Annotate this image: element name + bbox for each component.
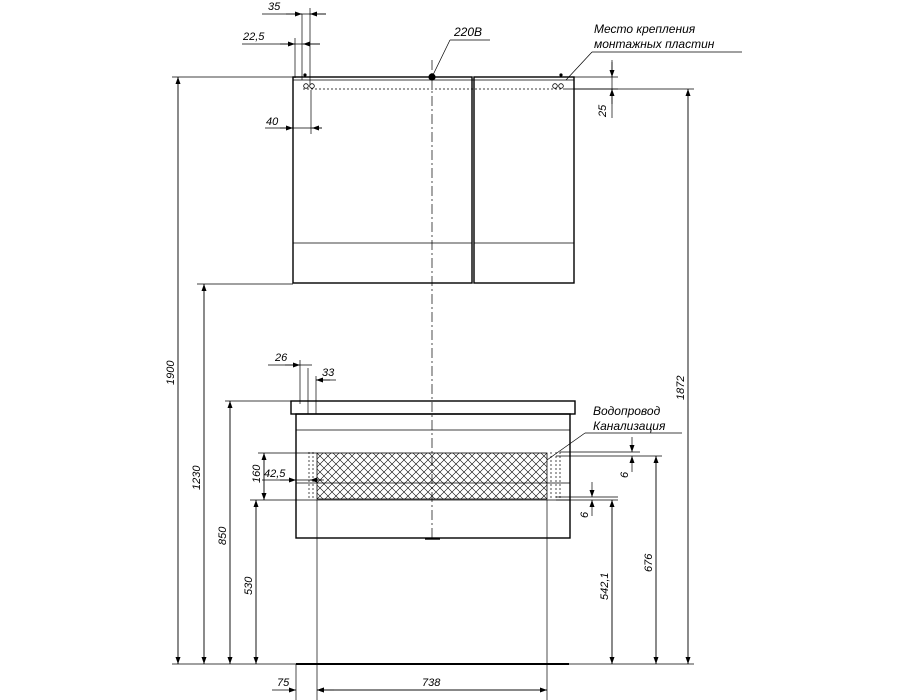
mount-leader [566, 52, 592, 80]
dim-542-1-label: 542,1 [599, 572, 611, 600]
dim-1900 [172, 77, 296, 664]
dim-22-5 [242, 38, 320, 78]
dim-26-label: 26 [275, 352, 288, 364]
dim-22-5-label: 22,5 [243, 31, 265, 43]
v220-leader [432, 40, 450, 77]
dim-1230-label: 1230 [191, 465, 203, 490]
dim-40-label: 40 [266, 116, 279, 128]
dim-6-lower-label: 6 [579, 511, 591, 518]
dim-6-upper-label: 6 [619, 471, 631, 478]
dim-530 [250, 500, 296, 664]
plumbing-zone [317, 453, 547, 499]
mirror-cabinet [293, 77, 574, 283]
dim-1872-label: 1872 [675, 375, 687, 400]
dim-75 [272, 500, 334, 700]
dim-42-5-label: 42,5 [264, 468, 286, 480]
dim-33-label: 33 [322, 367, 335, 379]
dim-25-label: 25 [597, 104, 609, 117]
plumbing-label-line2: Канализация [593, 419, 666, 433]
dim-160-label: 160 [251, 464, 263, 483]
plumbing-label-line1: Водопровод [593, 404, 661, 418]
dim-850-label: 850 [217, 526, 229, 545]
v220-label: 220В [454, 25, 483, 39]
dim-1900-label: 1900 [165, 360, 177, 385]
dim-676-label: 676 [643, 553, 655, 572]
dim-35-label: 35 [268, 1, 281, 13]
dim-850 [225, 401, 291, 664]
mount-label-line2: монтажных пластин [594, 37, 715, 51]
dim-530-label: 530 [243, 576, 255, 595]
mount-label-line1: Место крепления [594, 22, 696, 36]
dim-75-label: 75 [277, 677, 290, 689]
dim-35 [262, 8, 326, 85]
dim-738-label: 738 [422, 677, 441, 689]
